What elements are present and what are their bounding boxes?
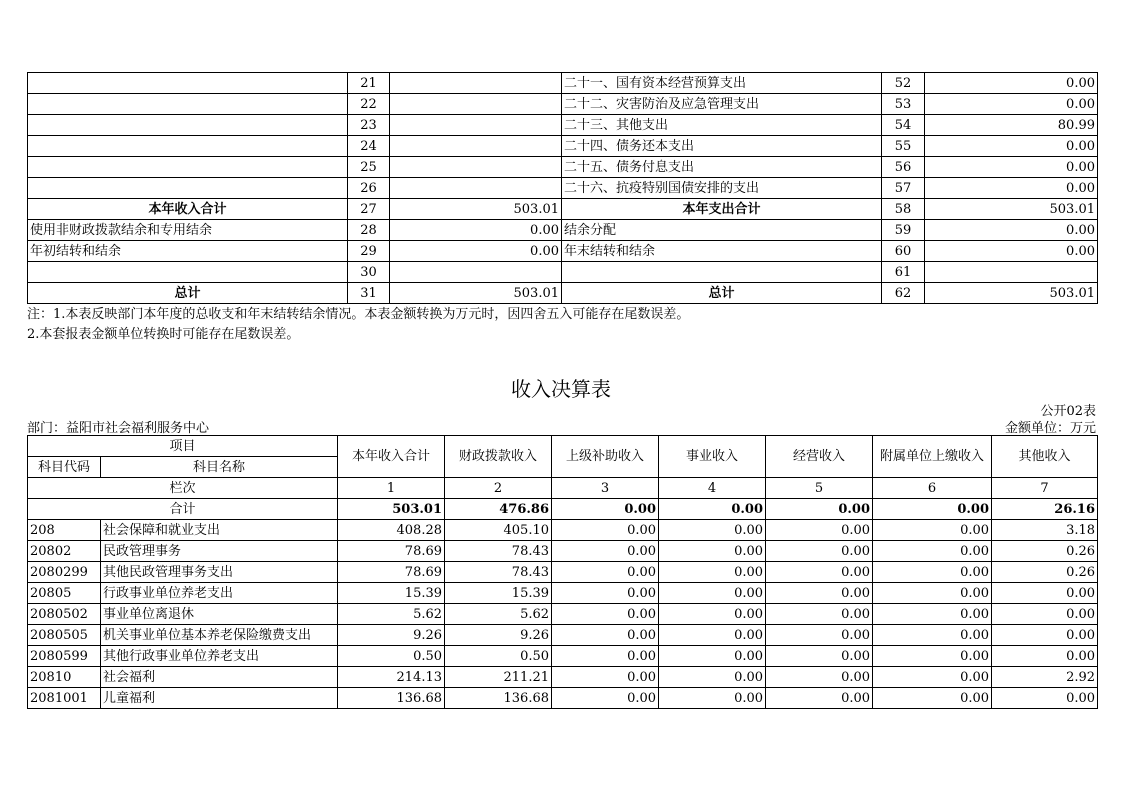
amount-cell: 15.39 [338,583,445,604]
summary-cell-right: 本年支出合计 [562,199,882,220]
amount-cell: 0.00 [873,562,992,583]
summary-cell-n1: 22 [348,94,390,115]
subject-code: 20802 [28,541,101,562]
amount-cell: 78.43 [445,562,552,583]
header-row-1 [28,436,1098,457]
summary-cell-right: 年末结转和结余 [562,241,882,262]
summary-cell-right: 二十一、国有资本经营预算支出 [562,73,882,94]
amount-cell: 136.68 [338,688,445,709]
summary-cell-n2: 54 [882,115,925,136]
subject-code: 2080505 [28,625,101,646]
summary-cell-v2: 0.00 [925,136,1098,157]
subject-name: 社会福利 [101,667,338,688]
amount-cell: 0.00 [659,541,766,562]
summary-cell-left [28,157,348,178]
total-value: 476.86 [445,499,552,520]
amount-cell: 0.00 [873,541,992,562]
code-header: 科目代码 [28,457,101,478]
amount-cell: 0.00 [766,520,873,541]
summary-cell-left [28,136,348,157]
subject-code: 2080299 [28,562,101,583]
amount-cell: 0.00 [659,646,766,667]
amount-cell: 408.28 [338,520,445,541]
summary-cell-n1: 24 [348,136,390,157]
amount-cell: 0.00 [766,604,873,625]
amount-cell: 0.00 [766,667,873,688]
summary-cell-n2: 59 [882,220,925,241]
summary-cell-n2: 56 [882,157,925,178]
table-row [28,583,1098,604]
total-value: 0.00 [659,499,766,520]
table-row [28,178,1098,199]
amount-cell: 0.26 [992,562,1098,583]
col-header: 本年收入合计 [338,436,445,478]
amount-cell: 0.00 [992,688,1098,709]
amount-cell: 0.00 [766,646,873,667]
col-header: 附属单位上缴收入 [873,436,992,478]
summary-cell-v1 [390,94,562,115]
summary-cell-v1 [390,136,562,157]
summary-cell-v2: 0.00 [925,241,1098,262]
amount-cell: 0.00 [659,562,766,583]
amount-cell: 0.00 [552,688,659,709]
income-statement-table [27,435,1098,709]
summary-cell-right: 结余分配 [562,220,882,241]
amount-cell: 5.62 [338,604,445,625]
subject-name: 机关事业单位基本养老保险缴费支出 [101,625,338,646]
table-row [28,667,1098,688]
amount-cell: 0.00 [552,646,659,667]
summary-cell-v1: 503.01 [390,283,562,304]
amount-cell: 0.00 [992,646,1098,667]
subject-code: 20810 [28,667,101,688]
amount-cell: 0.50 [445,646,552,667]
table-row [28,241,1098,262]
summary-cell-right: 二十二、灾害防治及应急管理支出 [562,94,882,115]
summary-cell-left [28,262,348,283]
amount-cell: 0.00 [659,625,766,646]
amount-cell: 0.00 [992,583,1098,604]
table-row [28,157,1098,178]
table-row [28,562,1098,583]
sequence-cell: 6 [873,478,992,499]
summary-cell-n2: 62 [882,283,925,304]
sequence-cell: 5 [766,478,873,499]
subject-code: 2081001 [28,688,101,709]
summary-cell-right: 二十六、抗疫特别国债安排的支出 [562,178,882,199]
amount-cell: 0.00 [873,688,992,709]
note-line-2: 2.本套报表金额单位转换时可能存在尾数误差。 [27,327,300,342]
note-line-1: 注：1.本表反映部门本年度的总收支和年末结转结余情况。本表金额转换为万元时，因四舍五入可能存在尾数误差。 [27,307,690,322]
table-row [28,199,1098,220]
table-row [28,283,1098,304]
summary-cell-v2: 0.00 [925,157,1098,178]
col-header: 经营收入 [766,436,873,478]
summary-cell-n2: 60 [882,241,925,262]
subject-name: 其他行政事业单位养老支出 [101,646,338,667]
subject-code: 2080502 [28,604,101,625]
amount-cell: 0.00 [873,583,992,604]
total-value: 503.01 [338,499,445,520]
sequence-cell: 4 [659,478,766,499]
amount-cell: 0.00 [766,625,873,646]
summary-cell-n1: 21 [348,73,390,94]
department-label: 部门：益阳市社会福利服务中心 [27,421,210,436]
form-number: 公开02表 [1040,404,1096,419]
summary-cell-v1 [390,73,562,94]
unit-label: 金额单位：万元 [1004,421,1096,436]
summary-cell-n1: 27 [348,199,390,220]
item-header: 项目 [28,436,338,457]
summary-cell-n1: 26 [348,178,390,199]
summary-cell-v1: 0.00 [390,220,562,241]
amount-cell: 0.00 [992,604,1098,625]
summary-cell-n2: 61 [882,262,925,283]
table-row [28,646,1098,667]
summary-cell-left: 本年收入合计 [28,199,348,220]
amount-cell: 0.00 [659,688,766,709]
col-header: 财政拨款收入 [445,436,552,478]
table-row [28,520,1098,541]
summary-cell-right [562,262,882,283]
amount-cell: 0.00 [766,562,873,583]
summary-cell-n1: 25 [348,157,390,178]
summary-cell-n1: 28 [348,220,390,241]
name-header: 科目名称 [101,457,338,478]
amount-cell: 78.69 [338,541,445,562]
summary-cell-left [28,115,348,136]
table-row [28,541,1098,562]
amount-cell: 9.26 [338,625,445,646]
amount-cell: 5.62 [445,604,552,625]
summary-cell-v1 [390,157,562,178]
table-row [28,220,1098,241]
amount-cell: 0.00 [873,604,992,625]
summary-cell-left: 使用非财政拨款结余和专用结余 [28,220,348,241]
summary-cell-v2: 0.00 [925,178,1098,199]
summary-cell-v1 [390,262,562,283]
amount-cell: 0.00 [552,541,659,562]
amount-cell: 3.18 [992,520,1098,541]
summary-cell-left [28,94,348,115]
summary-cell-n2: 58 [882,199,925,220]
summary-cell-v2: 0.00 [925,220,1098,241]
amount-cell: 0.00 [766,688,873,709]
summary-cell-n2: 55 [882,136,925,157]
total-row [28,499,1098,520]
income-table-body [28,436,1098,709]
amount-cell: 9.26 [445,625,552,646]
amount-cell: 0.00 [873,646,992,667]
summary-cell-left: 年初结转和结余 [28,241,348,262]
summary-cell-n1: 31 [348,283,390,304]
summary-cell-left: 总计 [28,283,348,304]
amount-cell: 0.00 [659,604,766,625]
summary-cell-v2: 0.00 [925,94,1098,115]
sequence-cell: 1 [338,478,445,499]
amount-cell: 0.00 [552,583,659,604]
amount-cell: 0.00 [552,625,659,646]
amount-cell: 2.92 [992,667,1098,688]
amount-cell: 0.26 [992,541,1098,562]
amount-cell: 78.43 [445,541,552,562]
sequence-cell: 3 [552,478,659,499]
amount-cell: 214.13 [338,667,445,688]
summary-cell-left [28,73,348,94]
page-title: 收入决算表 [511,377,611,401]
table-row [28,73,1098,94]
amount-cell: 15.39 [445,583,552,604]
amount-cell: 78.69 [338,562,445,583]
subject-code: 208 [28,520,101,541]
amount-cell: 0.00 [873,625,992,646]
amount-cell: 0.00 [659,583,766,604]
subject-name: 行政事业单位养老支出 [101,583,338,604]
amount-cell: 0.00 [873,667,992,688]
amount-cell: 0.00 [659,667,766,688]
subject-code: 20805 [28,583,101,604]
table-row [28,688,1098,709]
summary-cell-left [28,178,348,199]
summary-cell-v1 [390,115,562,136]
summary-cell-right: 二十三、其他支出 [562,115,882,136]
summary-cell-right: 二十五、债务付息支出 [562,157,882,178]
amount-cell: 0.00 [552,604,659,625]
amount-cell: 0.00 [552,667,659,688]
amount-cell: 0.00 [552,562,659,583]
summary-cell-v1: 503.01 [390,199,562,220]
subject-code: 2080599 [28,646,101,667]
summary-cell-right: 二十四、债务还本支出 [562,136,882,157]
summary-cell-n2: 57 [882,178,925,199]
table-row [28,262,1098,283]
income-expense-summary-table [27,72,1098,304]
sequence-cell: 7 [992,478,1098,499]
amount-cell: 0.00 [552,520,659,541]
summary-cell-v2: 80.99 [925,115,1098,136]
summary-cell-v1 [390,178,562,199]
subject-name: 民政管理事务 [101,541,338,562]
amount-cell: 0.00 [766,541,873,562]
table-row [28,625,1098,646]
total-value: 0.00 [873,499,992,520]
amount-cell: 211.21 [445,667,552,688]
amount-cell: 0.00 [873,520,992,541]
summary-cell-n1: 29 [348,241,390,262]
summary-cell-v1: 0.00 [390,241,562,262]
col-header: 其他收入 [992,436,1098,478]
summary-cell-n2: 53 [882,94,925,115]
summary-cell-v2 [925,262,1098,283]
sequence-label: 栏次 [28,478,338,499]
table-row [28,136,1098,157]
col-header: 事业收入 [659,436,766,478]
amount-cell: 0.00 [992,625,1098,646]
total-value: 0.00 [766,499,873,520]
sequence-row [28,478,1098,499]
table-row [28,94,1098,115]
total-value: 26.16 [992,499,1098,520]
summary-cell-v2: 0.00 [925,73,1098,94]
summary-cell-n1: 30 [348,262,390,283]
amount-cell: 0.50 [338,646,445,667]
total-value: 0.00 [552,499,659,520]
amount-cell: 0.00 [659,520,766,541]
summary-table-body [28,73,1098,304]
subject-name: 事业单位离退休 [101,604,338,625]
table-row [28,115,1098,136]
sequence-cell: 2 [445,478,552,499]
subject-name: 社会保障和就业支出 [101,520,338,541]
subject-name: 儿童福利 [101,688,338,709]
total-label: 合计 [28,499,338,520]
amount-cell: 405.10 [445,520,552,541]
summary-cell-v2: 503.01 [925,283,1098,304]
summary-cell-n2: 52 [882,73,925,94]
amount-cell: 136.68 [445,688,552,709]
subject-name: 其他民政管理事务支出 [101,562,338,583]
amount-cell: 0.00 [766,583,873,604]
summary-cell-right: 总计 [562,283,882,304]
col-header: 上级补助收入 [552,436,659,478]
table-row [28,604,1098,625]
summary-cell-v2: 503.01 [925,199,1098,220]
summary-cell-n1: 23 [348,115,390,136]
